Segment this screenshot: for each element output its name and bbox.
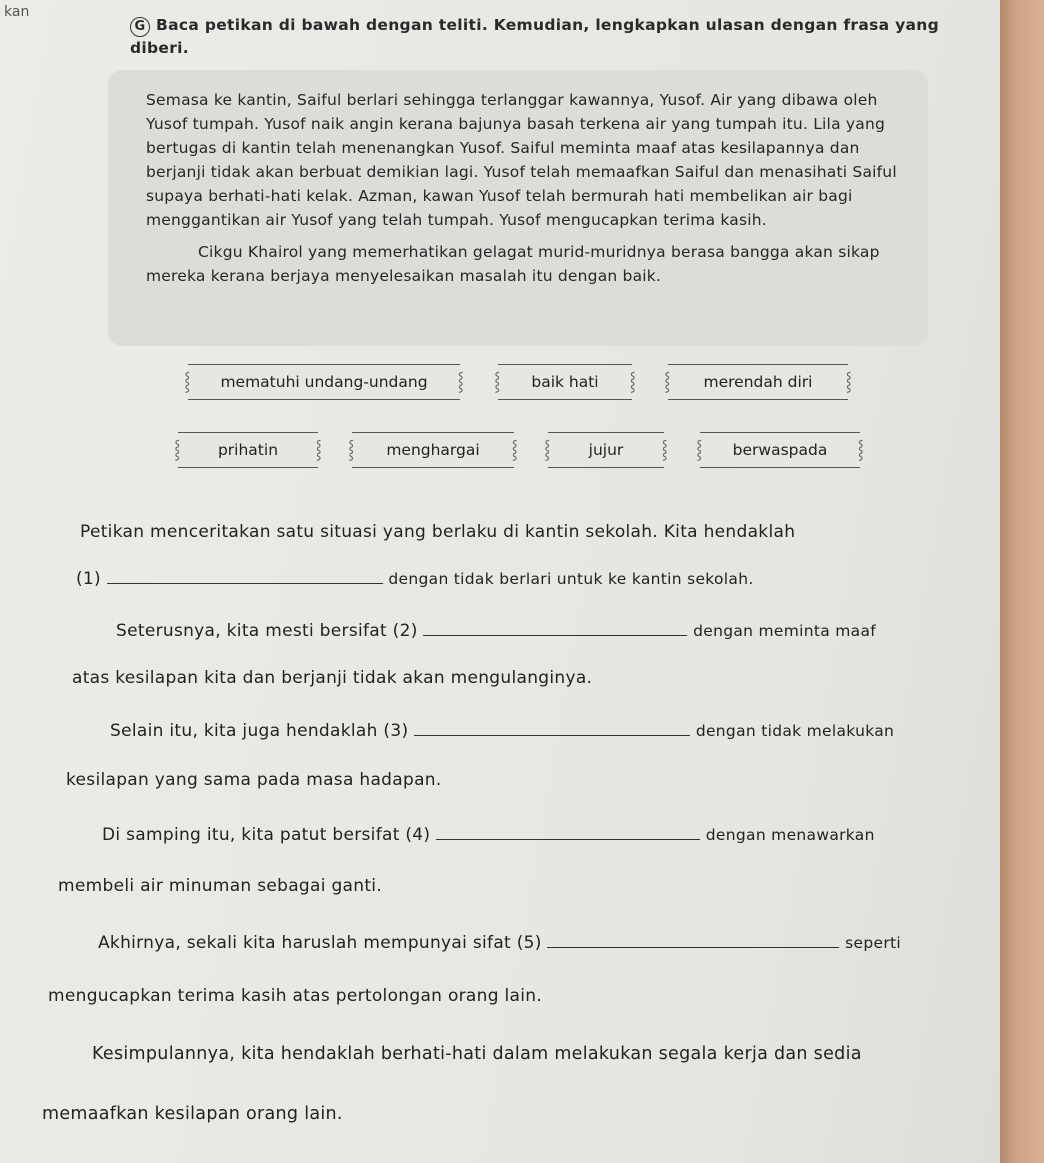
- blank-2[interactable]: [423, 618, 687, 636]
- blank-5[interactable]: [547, 930, 839, 948]
- blank-2-before: Seterusnya, kita mesti bersifat (2): [116, 621, 418, 641]
- review-intro: Petikan menceritakan satu situasi yang berlaku di kantin sekolah. Kita hendaklah: [80, 522, 796, 542]
- blank-3-after: dengan tidak melakukan: [695, 722, 895, 740]
- word-option: ⸾ menghargai ⸾: [352, 432, 514, 468]
- word-option: ⸾ merendah diri ⸾: [668, 364, 848, 400]
- question-instruction: [130, 14, 980, 59]
- passage-paragraph-2: Cikgu Khairol yang memerhatikan gelagat murid-muridnya berasa bangga akan sikap mereka kerana berjaya menyelesaikan masalah itu dengan baik.: [146, 243, 880, 285]
- word-option: ⸾ prihatin ⸾: [178, 432, 318, 468]
- review-line-4: [102, 822, 875, 847]
- review-line-4-cont: membeli air minuman sebagai ganti.: [58, 876, 383, 896]
- blank-1-label: (1): [76, 569, 101, 589]
- word-option: ⸾ baik hati ⸾: [498, 364, 632, 400]
- review-line-2-cont: atas kesilapan kita dan berjanji tidak akan mengulanginya.: [72, 668, 593, 688]
- review-line-5: [98, 930, 901, 955]
- word-option: ⸾ mematuhi undang-undang ⸾: [188, 364, 460, 400]
- question-number: G: [130, 17, 150, 37]
- review-line-3: [110, 718, 894, 743]
- instruction-text: Baca petikan di bawah dengan teliti. Kemudian, lengkapkan ulasan dengan frasa yang diberi.: [130, 16, 940, 57]
- passage-box: [108, 70, 928, 346]
- blank-4[interactable]: [436, 822, 700, 840]
- blank-2-after: dengan meminta maaf: [693, 622, 876, 640]
- review-line-5-cont: mengucapkan terima kasih atas pertolongan orang lain.: [48, 986, 543, 1006]
- corner-text: kan: [4, 4, 30, 20]
- blank-5-before: Akhirnya, sekali kita haruslah mempunyai sifat (5): [98, 933, 542, 953]
- word-option: ⸾ jujur ⸾: [548, 432, 664, 468]
- blank-4-after: dengan menawarkan: [705, 826, 875, 844]
- blank-1-after: dengan tidak berlari untuk ke kantin sekolah.: [388, 570, 754, 588]
- review-line-3-cont: kesilapan yang sama pada masa hadapan.: [66, 770, 442, 790]
- review-conclusion-cont: memaafkan kesilapan orang lain.: [42, 1104, 343, 1124]
- review-conclusion: Kesimpulannya, kita hendaklah berhati-hati dalam melakukan segala kerja dan sedia: [92, 1044, 862, 1064]
- passage-paragraph-1: Semasa ke kantin, Saiful berlari sehingga terlanggar kawannya, Yusof. Air yang dibawa oleh Yusof tumpah. Yusof naik angin kerana bajunya basah terkena air yang tumpah itu. Lila yang bertugas di kantin telah menenangkan Yusof. Saiful meminta maaf atas kesilapannya dan berjanji tidak akan berbuat demikian lagi. Yusof telah memaafkan Saiful dan menasihati Saiful supaya berhati-hati kelak. Azman, kawan Yusof telah bermurah hati membelikan air bagi menggantikan air Yusof yang telah tumpah. Yusof mengucapkan terima kasih.: [146, 91, 897, 229]
- blank-3-before: Selain itu, kita juga hendaklah (3): [110, 721, 409, 741]
- blank-4-before: Di samping itu, kita patut bersifat (4): [102, 825, 431, 845]
- review-line-1: [76, 566, 754, 591]
- background-edge: [1000, 0, 1044, 1163]
- blank-5-after: seperti: [845, 934, 901, 952]
- review-line-2: [116, 618, 876, 643]
- blank-1[interactable]: [107, 566, 383, 584]
- blank-3[interactable]: [414, 718, 690, 736]
- word-option: ⸾ berwaspada ⸾: [700, 432, 860, 468]
